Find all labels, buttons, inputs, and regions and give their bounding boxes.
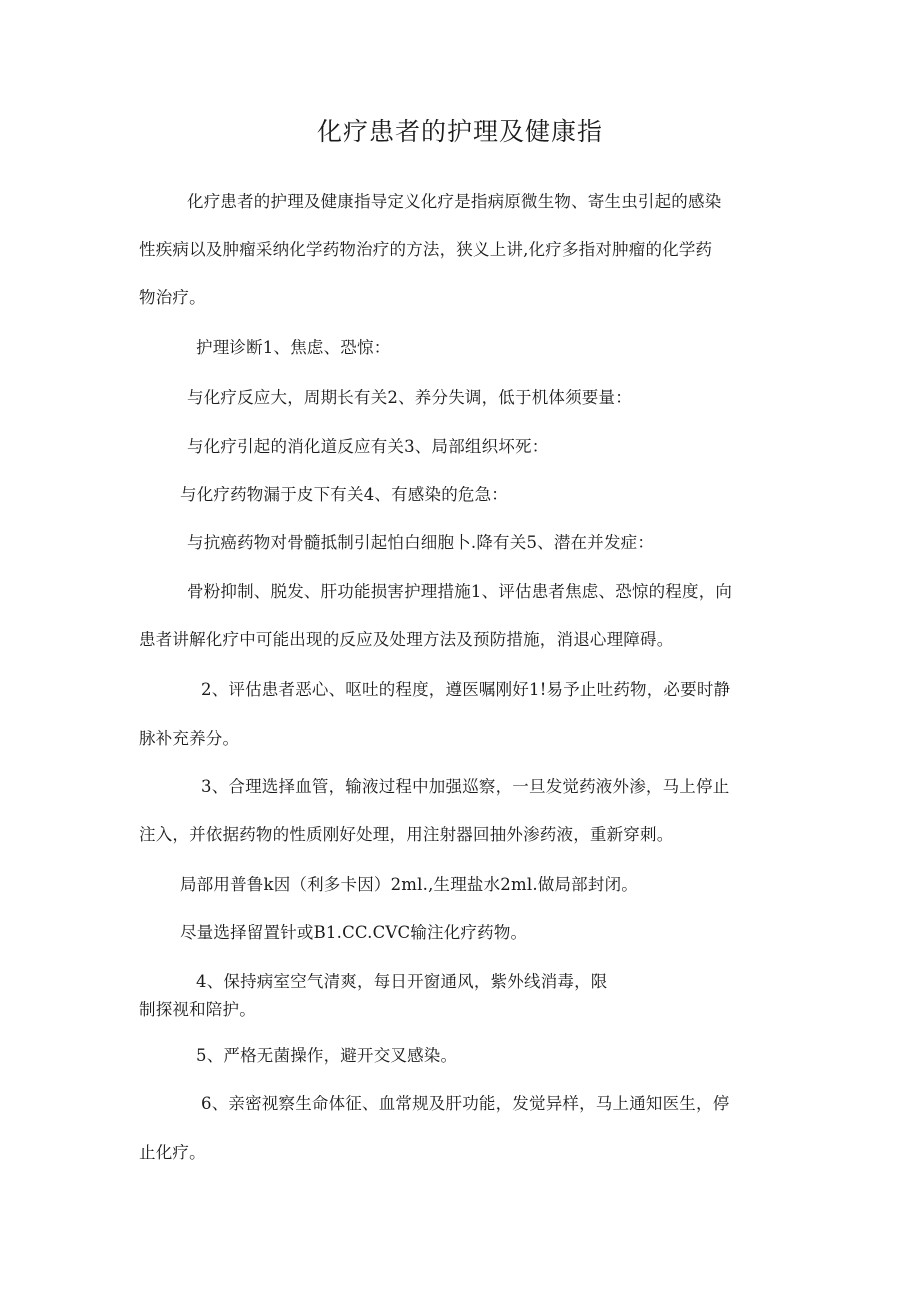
paragraph-line: 性疾病以及肿瘤采纳化学药物治疗的方法，狭义上讲,化疗多指对肿瘤的化学药 <box>139 240 713 259</box>
paragraph-line: 骨粉抑制、脱发、肝功能损害护理措施1、评估患者焦虑、恐惊的程度，向 <box>187 582 733 601</box>
paragraph-line: 物治疗。 <box>139 288 206 307</box>
paragraph-line: 护理诊断1、焦虑、恐惊： <box>196 338 391 357</box>
paragraph-line: 与抗癌药物对骨髓抵制引起怕白细胞卜.降有关5、潜在并发症： <box>187 533 655 552</box>
page-title: 化疗患者的护理及健康指 <box>316 117 603 146</box>
paragraph-line: 局部用普鲁k因（利多卡因）2ml.,生理盐水2ml.做局部封闭。 <box>180 875 638 894</box>
paragraph-line: 与化疗反应大，周期长有关2、养分失调，低于机体须要量： <box>187 388 632 407</box>
paragraph-line: 脉补充养分。 <box>139 729 240 748</box>
paragraph-line: 2、评估患者恶心、呕吐的程度，遵医嘱刚好1!易予止吐药物，必要时静 <box>201 680 731 699</box>
paragraph-line: 5、严格无菌操作，避开交叉感染。 <box>196 1046 458 1065</box>
paragraph-line: 尽量选择留置针或B1.CC.CVC输注化疗药物。 <box>180 923 528 942</box>
paragraph-line: 止化疗。 <box>139 1143 206 1162</box>
paragraph-line: 6、亲密视察生命体征、血常规及肝功能，发觉异样，马上通知医生，停 <box>201 1094 730 1113</box>
paragraph-line: 与化疗引起的消化道反应有关3、局部组织坏死： <box>187 437 549 456</box>
paragraph-line: 化疗患者的护理及健康指导定义化疗是指病原微生物、寄生虫引起的感染 <box>187 192 722 211</box>
paragraph-line: 3、合理选择血管，输液过程中加强巡察，一旦发觉药液外渗，马上停止 <box>201 777 730 796</box>
paragraph-line: 患者讲解化疗中可能出现的反应及处理方法及预防措施，消退心理障碍。 <box>139 630 674 649</box>
paragraph-line: 4、保持病室空气清爽，每日开窗通风，紫外线消毒，限 <box>196 972 608 991</box>
paragraph-line: 与化疗药物漏于皮下有关4、有感染的危急： <box>180 485 508 504</box>
paragraph-line: 注入，并依据药物的性质刚好处理，用注射器回抽外渗药液，重新穿刺。 <box>139 825 674 844</box>
paragraph-line: 制探视和陪护。 <box>139 1000 256 1019</box>
